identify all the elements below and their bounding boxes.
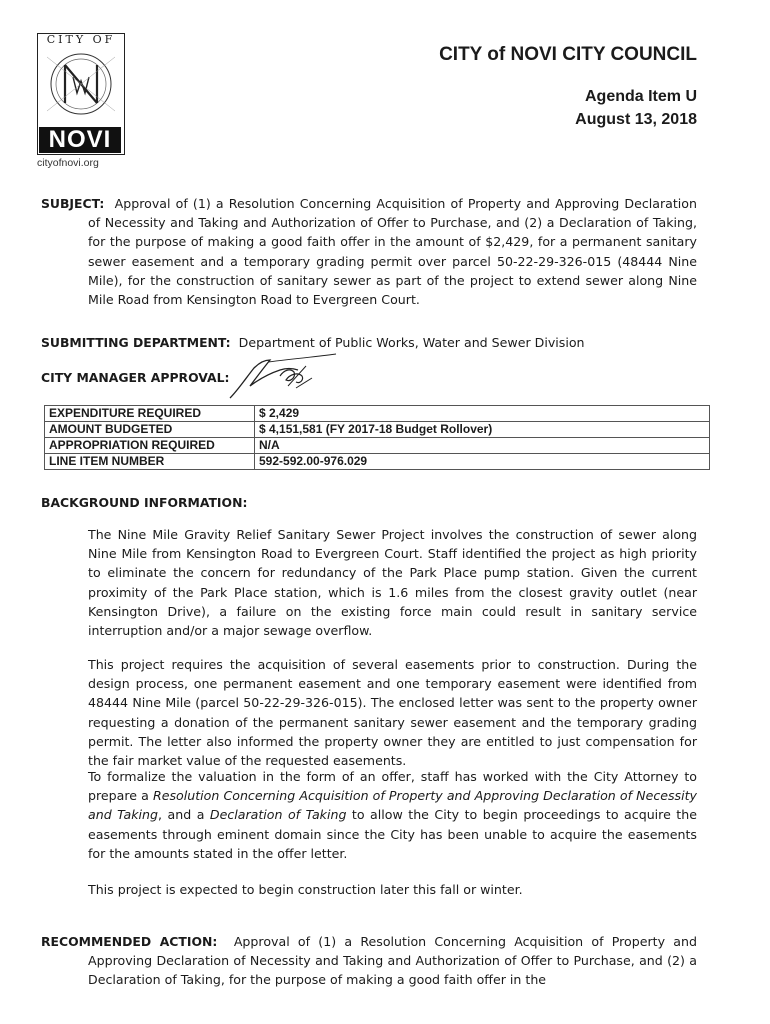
background-paragraph-1: The Nine Mile Gravity Relief Sanitary Sewer Project involves the construction of sewer along Nine Mile from Kensington Road to Evergreen Court. Staff identified the project as high priority to eliminate the concern for redundancy of the Park Place pump station. Given the current proximity of the Park Place station, which is 1.6 miles from the closest gravity outlet (near Kensington Drive), a failure on the existing force main could result in sanitary service interruption and/or a major sewage overflow. [88, 527, 697, 639]
budget-key: LINE ITEM NUMBER [45, 454, 255, 470]
agenda-date: August 13, 2018 [575, 111, 697, 128]
city-logo [37, 33, 127, 155]
budget-value: $ 2,429 [255, 406, 710, 422]
recommended-text: Approval of (1) a Resolution Concerning Acquisition of Property and Approving Declaration of Necessity and Taking and Authorization of Offer to Purchase, and (2) a Declaration of Taking, for the purpose of making a good faith offer in the [88, 934, 698, 988]
manager-approval-label: CITY MANAGER APPROVAL: [41, 370, 230, 385]
background-paragraph-4: This project is expected to begin construction later this fall or winter. [88, 882, 523, 897]
logo-novi-text: NOVI [39, 127, 121, 153]
budget-key: EXPENDITURE REQUIRED [45, 406, 255, 422]
subject-paragraph [41, 194, 697, 309]
budget-value: N/A [255, 438, 710, 454]
background-paragraph-2: This project requires the acquisition of several easements prior to construction. During the design process, one permanent easement and one temporary easement were identified from 48444 Nine Mile (parcel 50-22-29-326-015). The enclosed letter was sent to the property owner requesting a donation of the permanent sanitary sewer easement and the temporary grading permit. The letter also informed the property owner they are entitled to just compensation for the fair market value of the requested easements. [88, 657, 697, 769]
background-paragraph-3 [88, 767, 697, 863]
budget-value: $ 4,151,581 (FY 2017-18 Budget Rollover) [255, 422, 710, 438]
subject-section [41, 194, 697, 309]
recommended-section [41, 932, 697, 990]
department-label: SUBMITTING DEPARTMENT: [41, 335, 231, 350]
budget-value: 592-592.00-976.029 [255, 454, 710, 470]
p3-text-c: to allow the City to begin proceedings to acquire the easements through eminent domain since the City has been unable to acquire the easements for the amounts stated in the offer letter. [88, 807, 697, 861]
recommended-paragraph [41, 932, 697, 990]
p3-declaration-title: Declaration of Taking [209, 807, 347, 823]
p3-resolution-title: Resolution Concerning Acquisition of Property and Approving Declaration of Necessity and Taking [88, 788, 698, 823]
recommended-label: RECOMMENDED ACTION: [41, 934, 218, 949]
agenda-item: Agenda Item U [584, 88, 697, 105]
signature-icon [228, 352, 338, 402]
logo-city-text: CITY OF [46, 33, 116, 46]
table-row [45, 454, 710, 470]
table-row [45, 406, 710, 422]
subject-label: SUBJECT: [41, 196, 105, 211]
p3-text-b: , and a [158, 807, 210, 823]
budget-key: APPROPRIATION REQUIRED [45, 438, 255, 454]
department-value: Department of Public Works, Water and Sewer Division [238, 335, 585, 350]
p3-text-a: To formalize the valuation in the form of an offer, staff has worked with the City Attorney to prepare a [88, 769, 697, 804]
city-url: cityofnovi.org [37, 157, 99, 169]
budget-table [44, 405, 710, 470]
page-title: CITY of NOVI CITY COUNCIL [439, 44, 697, 65]
table-row [45, 438, 710, 454]
budget-key: AMOUNT BUDGETED [45, 422, 255, 438]
table-row [45, 422, 710, 438]
subject-text: Approval of (1) a Resolution Concerning Acquisition of Property and Approving Declaration of Necessity and Taking and Authorization of Offer to Purchase, and (2) a Declaration of Taking, for the purpose of making a good faith offer in the amount of $2,429, for a permanent sanitary sewer easement and a temporary grading permit over parcel 50-22-29-326-015 (48444 Nine Mile), for the construction of sanitary sewer as part of the project to extend sewer along Nine Mile Road from Kensington Road to Evergreen Court. [88, 196, 697, 308]
background-heading: BACKGROUND INFORMATION: [41, 495, 248, 510]
department-line [41, 335, 701, 350]
